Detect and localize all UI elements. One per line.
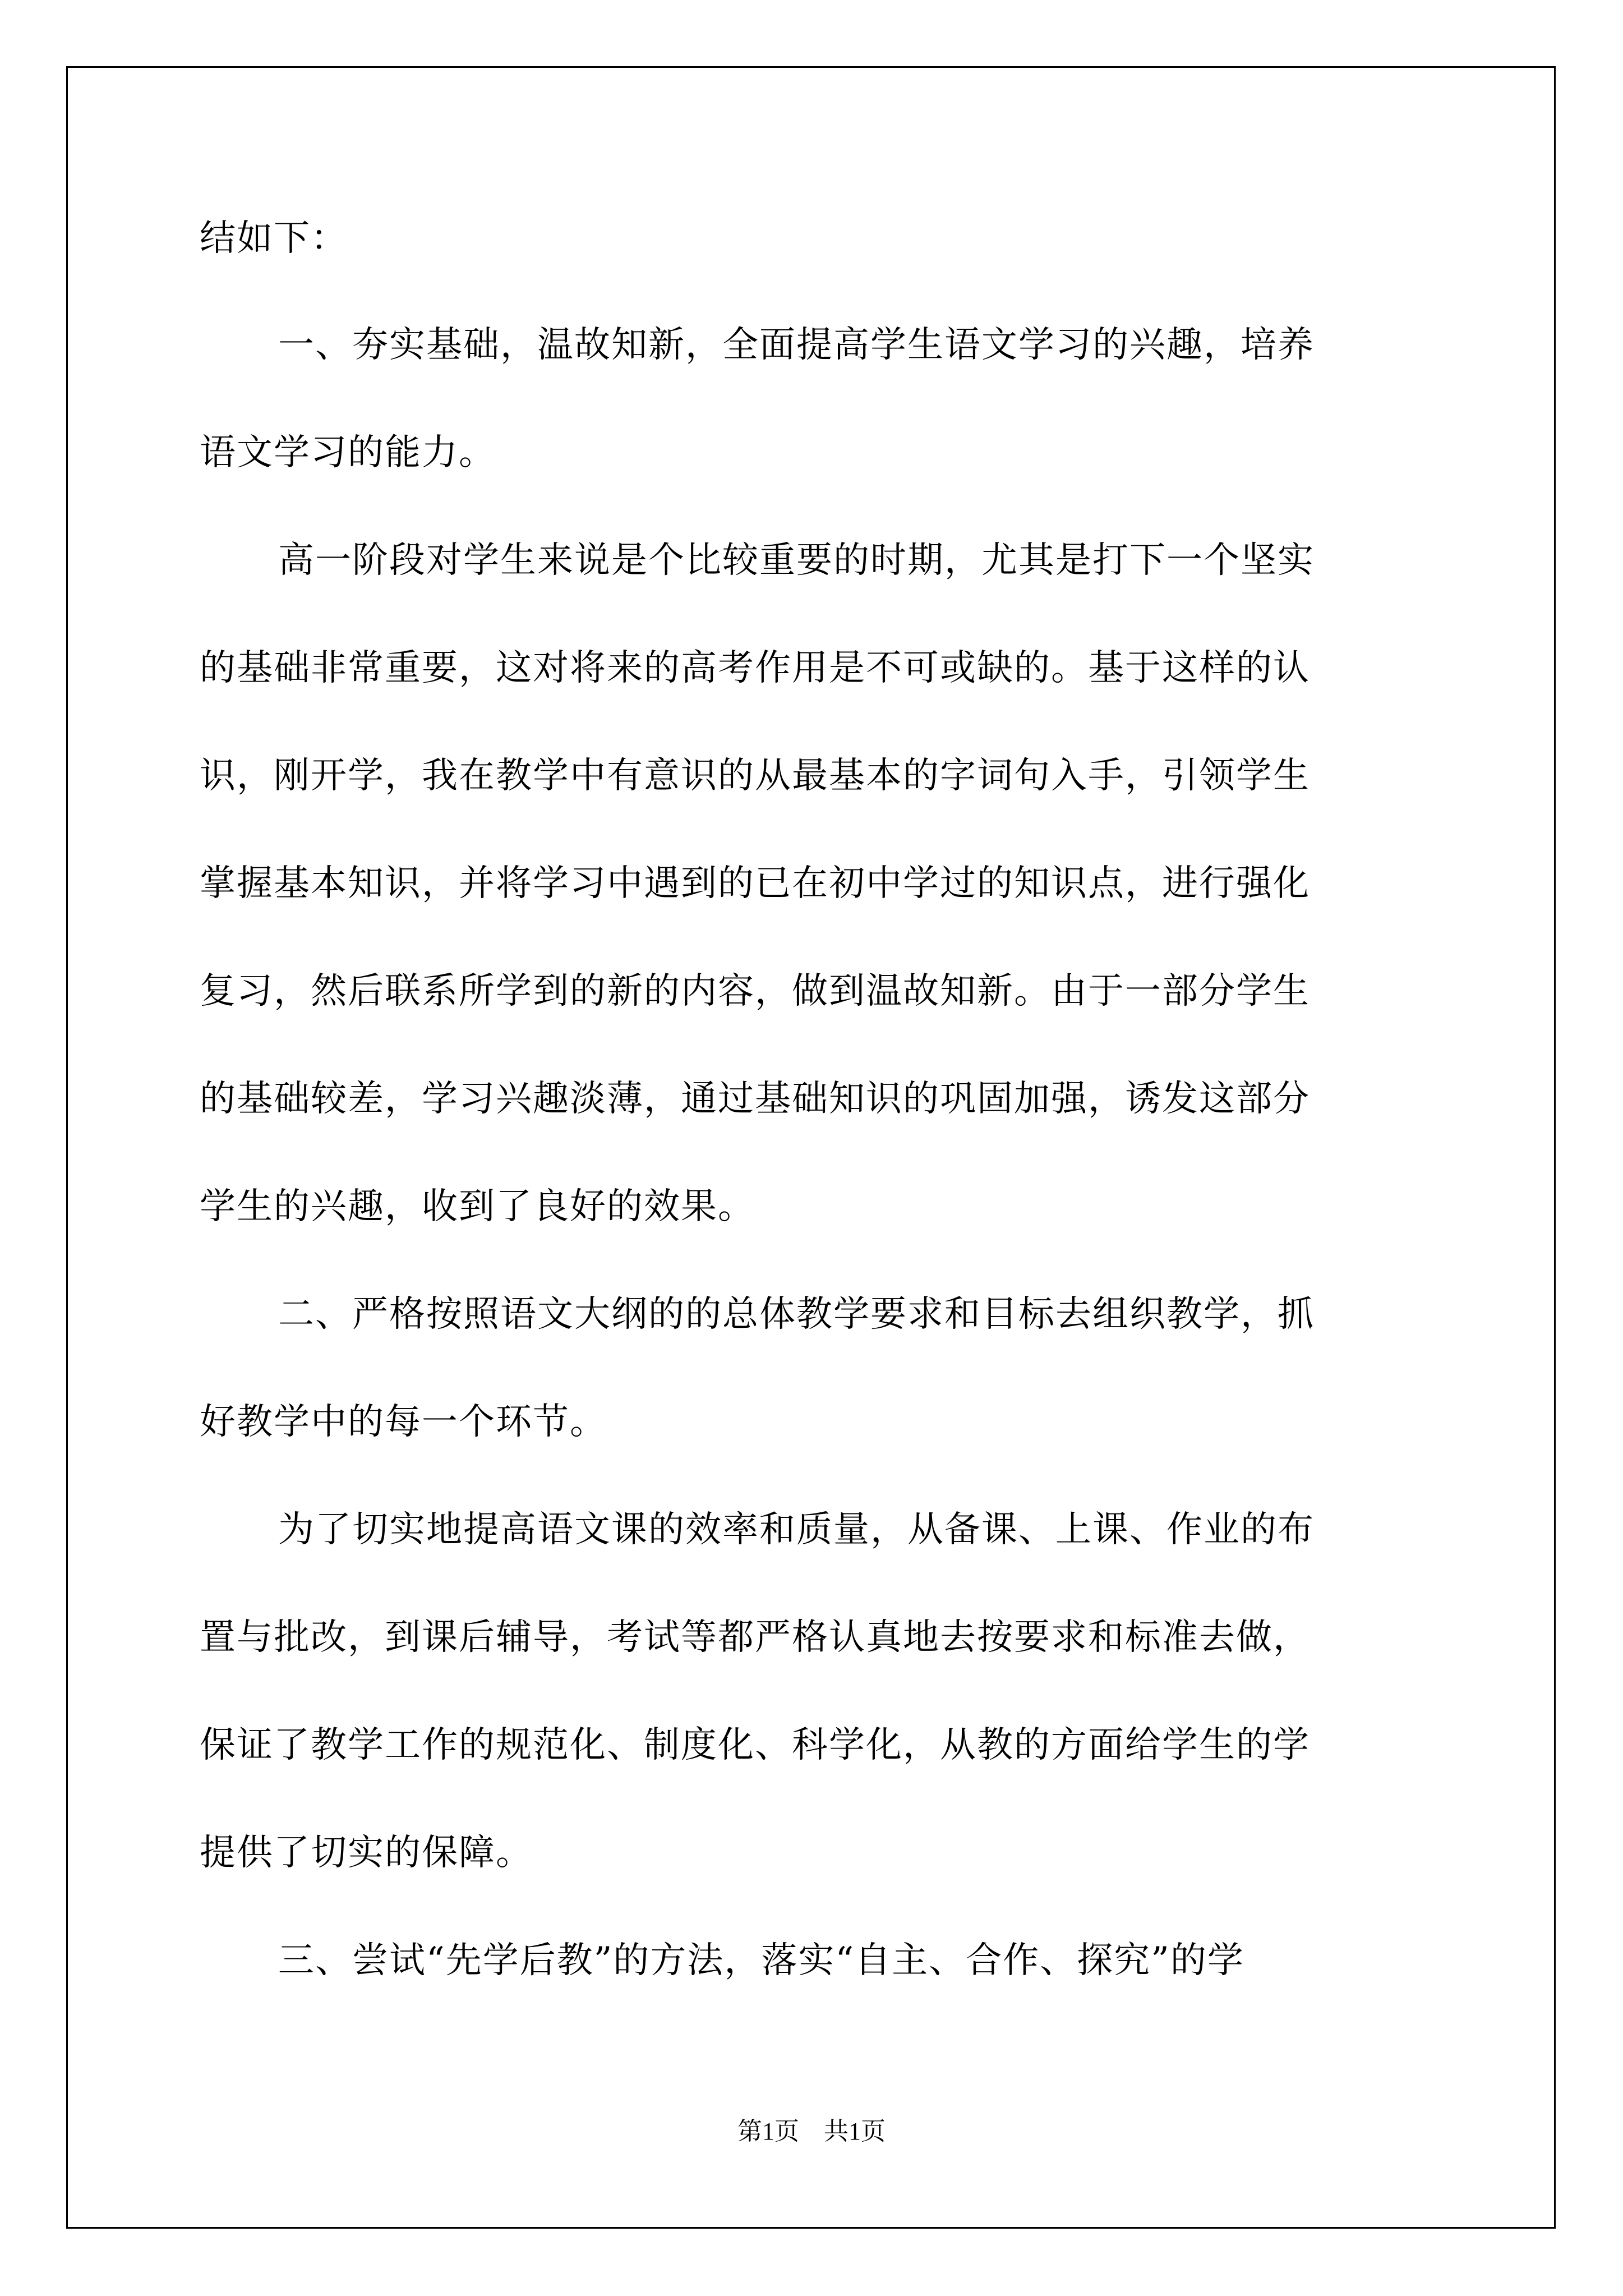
text-line: 识，刚开学，我在教学中有意识的从最基本的字词句入手，引领学生 — [200, 755, 1310, 797]
text-line: 结如下： — [200, 218, 348, 259]
text-line: 复习，然后联系所学到的新的内容，做到温故知新。由于一部分学生 — [200, 970, 1310, 1012]
page-border — [66, 66, 1556, 2229]
text-line: 的基础较差，学习兴趣淡薄，通过基础知识的巩固加强，诱发这部分 — [200, 1078, 1310, 1120]
text-line: 一、夯实基础，温故知新，全面提高学生语文学习的兴趣，培养 — [278, 324, 1315, 366]
text-line: 为了切实地提高语文课的效率和质量，从备课、上课、作业的布 — [278, 1509, 1315, 1550]
text-line: 二、严格按照语文大纲的的总体教学要求和目标去组织教学，抓 — [278, 1294, 1315, 1335]
page-footer: 第1页 共1页 — [737, 2118, 886, 2145]
text-line: 置与批改，到课后辅导，考试等都严格认真地去按要求和标准去做， — [200, 1617, 1310, 1658]
text-line: 的基础非常重要，这对将来的高考作用是不可或缺的。基于这样的认 — [200, 647, 1310, 689]
text-line: 高一阶段对学生来说是个比较重要的时期，尤其是打下一个坚实 — [278, 540, 1315, 581]
text-line: 提供了切实的保障。 — [200, 1832, 533, 1874]
text-line: 学生的兴趣，收到了良好的效果。 — [200, 1186, 755, 1227]
text-line: 掌握基本知识，并将学习中遇到的已在初中学过的知识点，进行强化 — [200, 863, 1310, 904]
text-line: 好教学中的每一个环节。 — [200, 1401, 607, 1443]
text-line: 三、尝试“先学后教”的方法，落实“自主、合作、探究”的学 — [278, 1940, 1244, 1981]
text-line: 保证了教学工作的规范化、制度化、科学化，从教的方面给学生的学 — [200, 1724, 1310, 1766]
text-line: 语文学习的能力。 — [200, 432, 496, 473]
